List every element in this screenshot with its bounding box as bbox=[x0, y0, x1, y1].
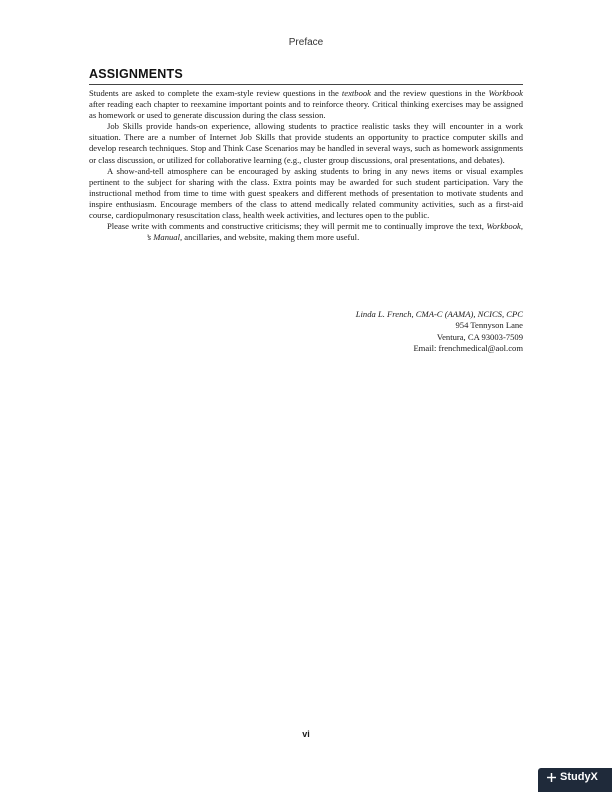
plus-icon bbox=[547, 773, 556, 782]
section-title: ASSIGNMENTS bbox=[89, 67, 183, 81]
author-street: 954 Tennyson Lane bbox=[455, 320, 523, 331]
text-run: , bbox=[520, 221, 523, 232]
text-run: and the review questions in the bbox=[371, 88, 489, 98]
text-run: Please write with comments and constructive criticisms; they will permit me to continually improve the text, bbox=[107, 221, 487, 232]
page-number: vi bbox=[302, 729, 310, 739]
title-rule bbox=[89, 84, 523, 85]
watermark-badge bbox=[538, 768, 612, 792]
text-run-italic: ’s Manual, bbox=[146, 232, 183, 243]
signature-block bbox=[300, 309, 523, 354]
author-name: Linda L. French, CMA-C (AAMA), NCICS, CPC bbox=[355, 309, 523, 319]
text-run: Students are asked to complete the exam-style review questions in the bbox=[89, 88, 342, 98]
author-city: Ventura, CA 93003-7509 bbox=[436, 331, 523, 342]
text-run: after reading each chapter to reexamine important points and to reinforce theory. Critical thinking exercises may be assigned as homework or used to generate discussion during the class session. bbox=[89, 99, 523, 121]
author-email: Email: frenchmedical@aol.com bbox=[413, 342, 523, 353]
running-head: Preface bbox=[288, 37, 324, 48]
paragraph-1 bbox=[89, 88, 523, 121]
text-run-italic: Workbook bbox=[486, 221, 521, 232]
text-run: ancillaries, and website, making them more useful. bbox=[182, 232, 360, 243]
body-text bbox=[89, 88, 523, 243]
text-run-italic: textbook bbox=[341, 88, 371, 98]
text-run-italic: Workbook bbox=[488, 88, 523, 98]
paragraph-3: A show-and-tell atmosphere can be encouraged by asking students to bring in any news items or visual examples pertinent to the subject for sharing with the class. Extra points may be awarded for such student participation. Vary the instructional method from time to time with guest speakers and different methods of presentation to motivate students and inspire enthusiasm. Encourage members of the class to attend medically related community activities, such as a first-aid course, cardiopulmonary resuscitation class, health week activities, and lectures open to the public. bbox=[89, 165, 523, 221]
paragraph-2: Job Skills provide hands-on experience, allowing students to practice realistic tasks they will encounter in a work situation. There are a number of Internet Job Skills that provide students an opportunity to practice computer skills and develop research techniques. Stop and Think Case Scenarios may be handled in several ways, such as homework assignments or class discussion, or utilized for collaborative learning (e.g., cluster group discussions, oral presentations, and debates). bbox=[89, 121, 523, 165]
watermark-text: StudyX bbox=[560, 771, 598, 783]
paragraph-4 bbox=[89, 221, 523, 243]
